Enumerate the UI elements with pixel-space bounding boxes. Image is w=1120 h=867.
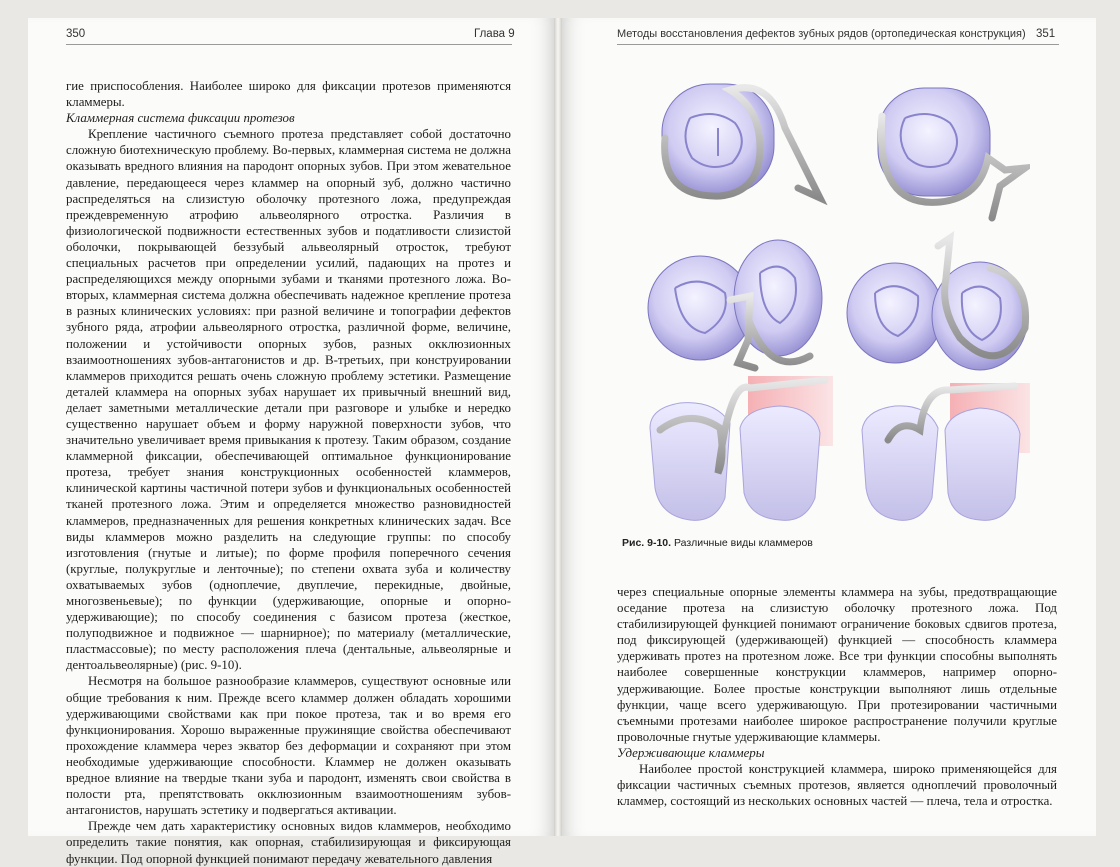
left-page-body bbox=[66, 78, 511, 867]
book-gutter bbox=[554, 18, 562, 836]
right-header-rule bbox=[617, 44, 1059, 45]
paragraph: через специальные опорные элементы кламмера на зубы, предотвращающие оседание протеза на слизистую оболочку протезного ложа. Под стабилизирующей функцией понимают ограничение боковых сдвигов протеза, под фиксирующей (удерживающей) функцией — способность кламмера удерживать протез на протезном ложе. Все три функции способны выполнять наиболее совершенные конструкции кламмеров, например опорно-удерживающие. Более простые конструкции выполняют лишь отдельные функции, чаще всего удерживающую. При протезировании частичными съемными протезами наиболее широкое распространение получили круглые проволочные гнутые удерживающие кламмеры. bbox=[617, 585, 1057, 744]
left-header-rule bbox=[66, 44, 512, 45]
tooth-occlusal-2 bbox=[878, 88, 990, 196]
clasp-types-figure bbox=[620, 78, 1030, 533]
tooth-side-4 bbox=[945, 408, 1020, 520]
paragraph: Крепление частичного съемного протеза представляет собой достаточно сложную биотехническую проблему. Во-первых, кламмерная система не должна оказывать вредного влияния на пародонт опорных зубов. При этом жевательное давление, передающееся через кламмер на опорный зуб, должно частично распределяться на слизистую оболочку протезного ложа, предупреждая преждевременную атрофию альвеолярного отростка. Различия в физиологической подвижности естественных зубов и податливости слизистой оболочки, покрывающей беззубый альвеолярный отросток, требуют специальных расчетов при определении усилий, падающих на протез и распределяющихся между опорными зубами и тканями протезного ложа. Во-вторых, кламмерная система должна обеспечивать надежное крепление протеза в разных клинических условиях: при разной величине и топографии дефектов зубного ряда, атрофии альвеолярного отростка, различной форме, величине, положении и устойчивости опорных зубов, разных окклюзионных взаимоотношениях зубов-антагонистов и др. В-третьих, при конструировании кламмеров приходится решать очень сложную проблему эстетики. Размещение деталей кламмера на опорных зубах нарушает их привычный внешний вид, делает заметными металлические детали при разговоре и улыбке и нередко существенно нарушает объем и форму наружной поверхности зубов, что значительно увеличивает время привыкания к протезу. Таким образом, создание кламмерной фиксации, обеспечивающей оптимальное функционирование протеза, требует знания конструкционных особенностей кламмеров, клинической картины частичной потери зубов и функциональных особенностей тканей протезного ложа. Этим и определяется множество разновидностей кламмеров, предназначенных для решения конкретных клинических задач. Все виды кламмеров можно разделить на следующие группы: по способу изготовления (гнутые и литые); по форме профиля поперечного сечения (круглые, полукруглые и ленточные); по степени охвата зуба и количеству охватываемых зубов (одноплечие, двуплечие, перекидные, двойные, многозвеньевые); по функции (удерживающие, опорные и опорно-удерживающие); по способу соединения с базисом протеза (жесткое, полуподвижное и подвижное — шарнирное); по материалу (металлические, пластмассовые); по месту расположения плеча (дентальные, альвеолярные и дентоальвеолярные) (рис. 9-10). bbox=[66, 127, 511, 673]
tooth-occlusal-5 bbox=[847, 263, 943, 363]
chapter-title: Глава 9 bbox=[474, 28, 515, 40]
tooth-side-2 bbox=[740, 406, 820, 520]
right-page-number: 351 bbox=[1036, 28, 1056, 40]
tooth-side-3 bbox=[862, 406, 938, 520]
paragraph: Несмотря на большое разнообразие кламмеров, существуют основные или общие требования к ним. Прежде всего кламмер должен обладать хорошими удерживающими свойствами как при покое протеза, так и во время его функционирования. Хорошо выраженные пружинящие свойства обеспечивают прохождение кламмера через экватор без деформации и сохраняют при этом необходимые удерживающие способности. Кламмер не должен оказывать вредное влияние на твердые ткани зуба и пародонт, изменять свои свойства в полости рта, препятствовать окклюзионным взаимоотношениям зубов-антагонистов, нарушать эстетику и подвергаться активации. bbox=[66, 674, 511, 818]
subheading-retentive-clasps: Удерживающие кламмеры bbox=[617, 745, 765, 760]
paragraph: Наиболее простой конструкцией кламмера, широко применяющейся для фиксации частичных съемных протезов, является одноплечий проволочный кламмер, состоящий из нескольких основных частей — плеча, тела и отростка. bbox=[617, 762, 1057, 809]
figure-caption bbox=[622, 537, 813, 549]
paragraph: гие приспособления. Наиболее широко для фиксации протезов применяются кламмеры. bbox=[66, 79, 511, 110]
paragraph: Прежде чем дать характеристику основных видов кламмеров, необходимо определить такие понятия, как опорная, стабилизирующая и фиксирующая функции. Под опорной функцией понимают передачу жевательного давления bbox=[66, 819, 511, 866]
running-title: Методы восстановления дефектов зубных рядов (ортопедическая конструкция) bbox=[617, 28, 1026, 40]
right-page-body bbox=[617, 584, 1057, 809]
figure-label: Рис. 9-10. bbox=[622, 537, 672, 549]
left-page-number: 350 bbox=[66, 28, 86, 40]
figure-caption-text: Различные виды кламмеров bbox=[674, 537, 813, 549]
subheading-clasp-system: Кламмерная система фиксации протезов bbox=[66, 111, 295, 126]
